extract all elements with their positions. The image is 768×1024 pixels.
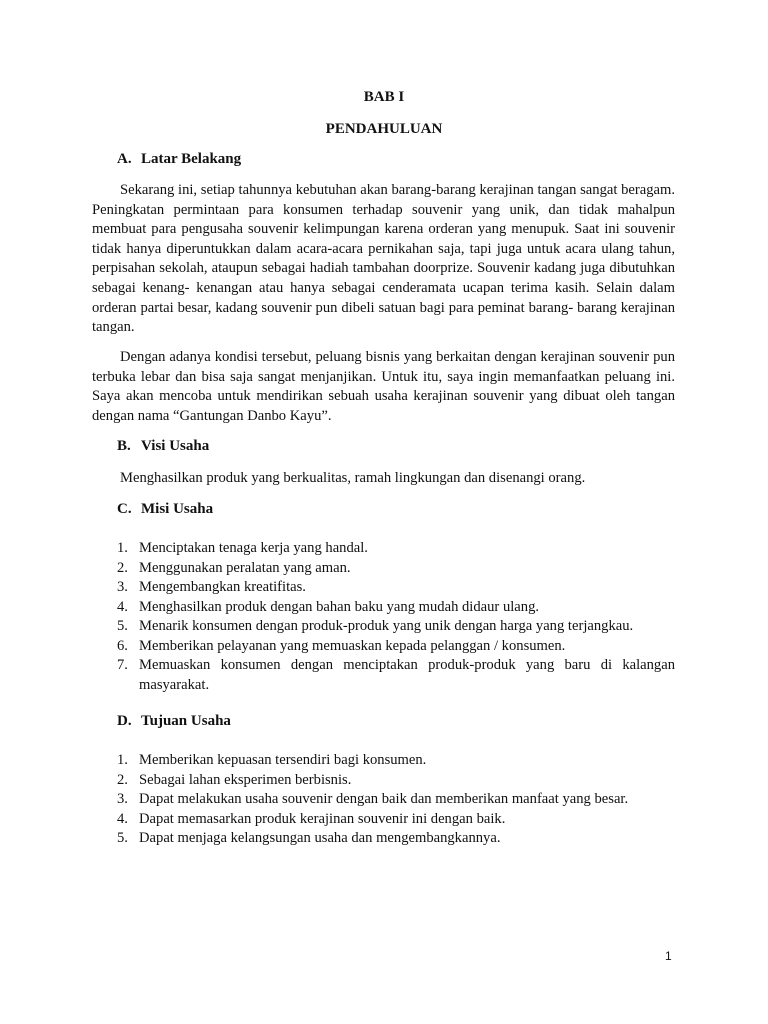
list-item: 1. Menciptakan tenaga kerja yang handal. [117, 540, 368, 556]
list-item: 4. Menghasilkan produk dengan bahan baku yang mudah didaur ulang. [117, 598, 540, 615]
section-a-label: A. [117, 151, 132, 167]
list-item: 3. Dapat melakukan usaha souvenir dengan baik dan memberikan manfaat yang besar. [117, 791, 629, 807]
list-item: 7. Memuaskan konsumen dengan menciptakan produk-produk yang baru di kalangan masyarakat. [117, 657, 675, 693]
list-item: 3. Mengembangkan kreatifitas. [117, 579, 306, 595]
section-a-title: Latar Belakang [141, 151, 242, 167]
section-c-label: C. [117, 501, 132, 517]
background-paragraph-2: Dengan adanya kondisi tersebut, peluang bisnis yang berkaitan dengan kerajinan souvenir pun terbuka lebar dan bisa saja sangat menjanjikan. Untuk itu, saya ingin memanfaatkan peluang ini. Saya akan mencoba untuk mendirikan sebuah usaha kerajinan souvenir yang dibuat oleh tangan dengan nama “Gantungan Danbo Kayu”. [92, 349, 675, 424]
section-c-title: Misi Usaha [141, 501, 214, 517]
chapter-title: BAB I [363, 89, 405, 105]
section-b-label: B. [117, 438, 131, 454]
section-d-title: Tujuan Usaha [141, 713, 231, 729]
list-item: 6. Memberikan pelayanan yang memuaskan kepada pelanggan / konsumen. [117, 637, 566, 654]
section-d-heading [117, 713, 231, 730]
page-number: 1 [665, 949, 672, 963]
list-item: 4. Dapat memasarkan produk kerajinan souvenir ini dengan baik. [117, 810, 506, 827]
vision-text: Menghasilkan produk yang berkualitas, ramah lingkungan dan disenangi orang. [120, 470, 586, 486]
list-item: 2. Menggunakan peralatan yang aman. [117, 559, 351, 576]
section-b-title: Visi Usaha [141, 438, 210, 454]
section-c-heading [117, 501, 213, 518]
goals-list [117, 751, 675, 849]
mission-list [117, 539, 675, 695]
section-b-heading [117, 438, 209, 455]
section-a-heading [117, 151, 241, 168]
section-d-label: D. [117, 713, 132, 729]
list-item: 1. Memberikan kepuasan tersendiri bagi konsumen. [117, 752, 427, 768]
background-paragraph-1: Sekarang ini, setiap tahunnya kebutuhan akan barang-barang kerajinan tangan sangat beragam. Peningkatan permintaan para konsumen terhadap souvenir yang unik, dan tidak mahalpun membuat para pengusaha souvenir kelimpungan karena orderan yang menupuk. Saat ini souvenir tidak hanya diperuntukkan dalam acara-acara pernikahan saja, tapi juga untuk acara ulang tahun, perpisahan sekolah, ataupun sebagai hadiah tambahan doorprize. Souvenir kadang juga dibutuhkan sebagai kenang- kenangan atau hanya sebagai cenderamata ucapan terima kasih. Selain dalam orderan partai besar, kadang souvenir pun dibeli satuan bagi para peminat barang- barang kerajinan tangan. [92, 182, 675, 336]
list-item: 5. Menarik konsumen dengan produk-produk yang unik dengan harga yang terjangkau. [117, 618, 634, 634]
list-item: 2. Sebagai lahan eksperimen berbisnis. [117, 771, 352, 788]
list-item: 5. Dapat menjaga kelangsungan usaha dan mengembangkannya. [117, 830, 501, 846]
chapter-subtitle: PENDAHULUAN [325, 121, 443, 137]
